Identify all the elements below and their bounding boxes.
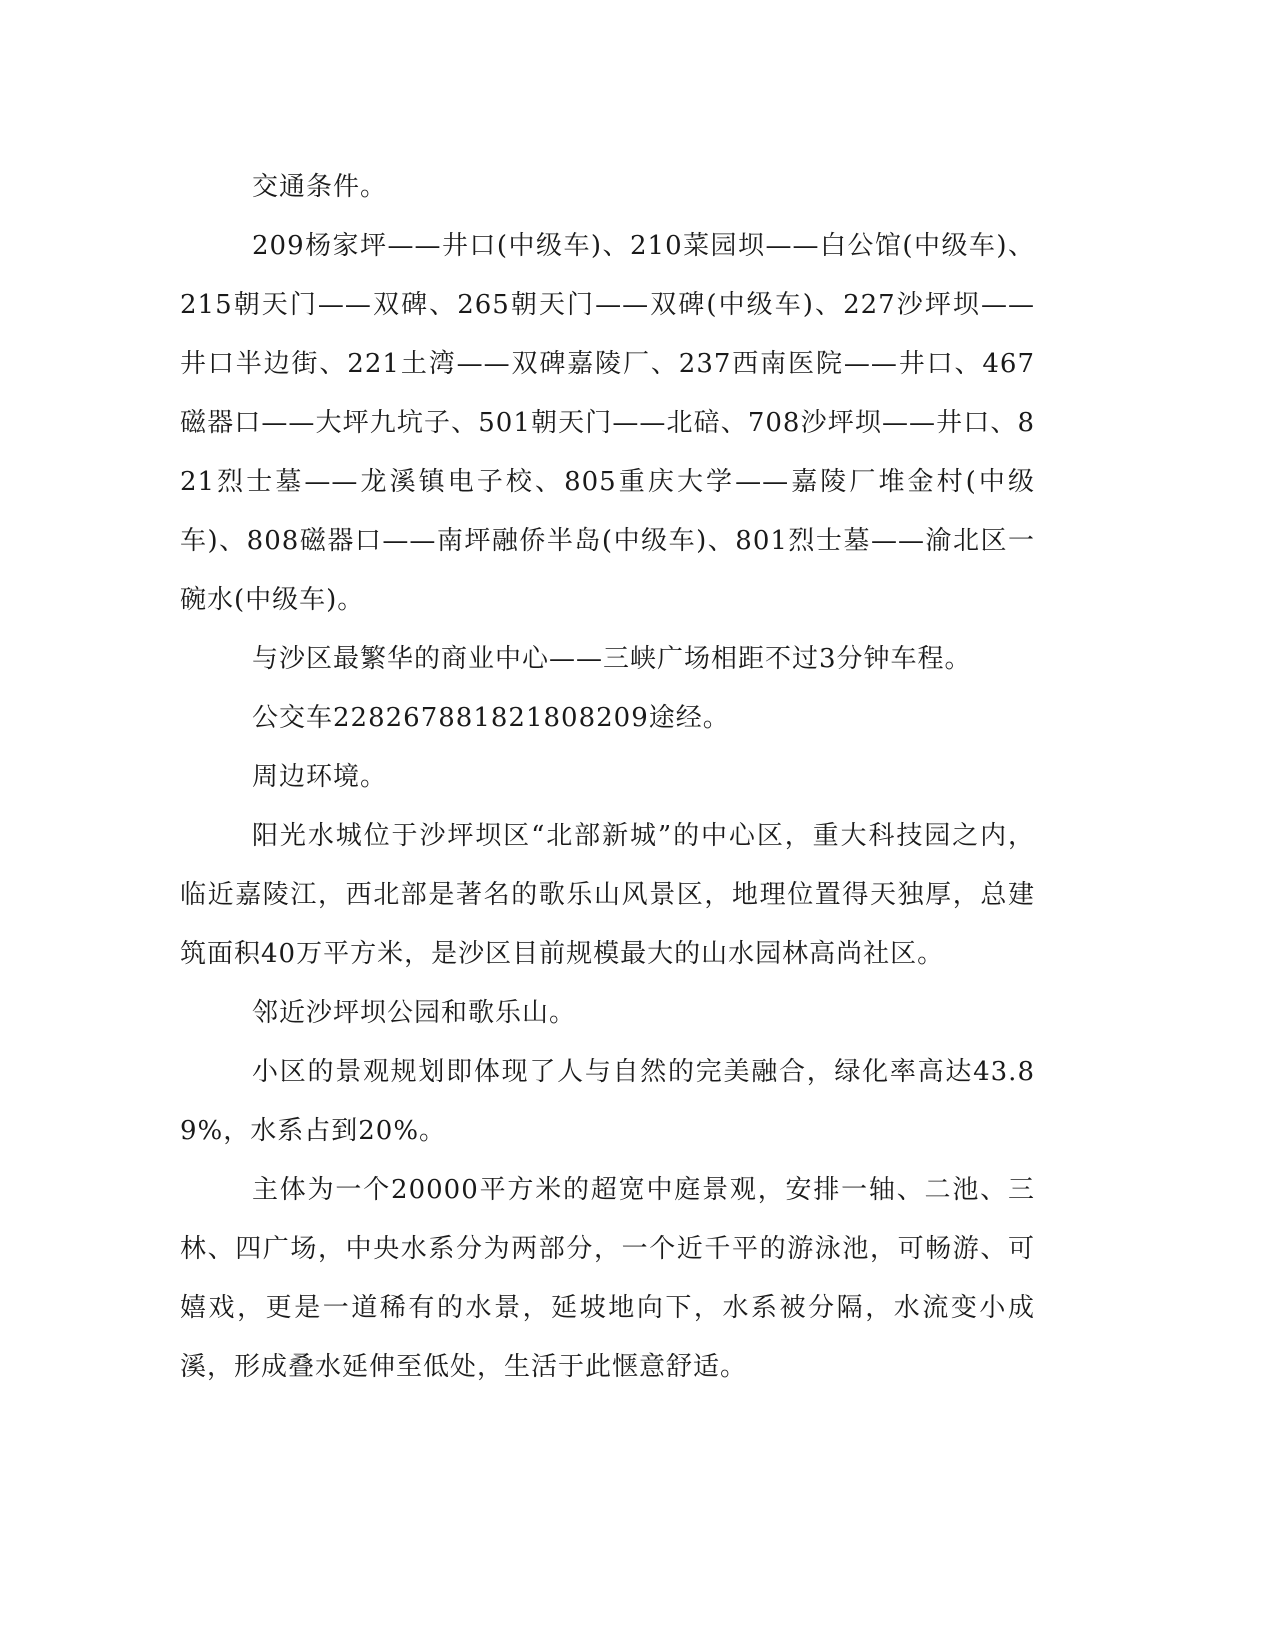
paragraph-bus-lines: 公交车228267881821808209途经。 (252, 703, 730, 733)
document-body (180, 158, 1035, 1397)
paragraph-traffic-heading: 交通条件。 (252, 172, 388, 202)
paragraph-location: 阳光水城位于沙坪坝区“北部新城”的中心区，重大科技园之内，临近嘉陵江，西北部是著名的歌乐山风景区，地理位置得天独厚，总建筑面积40万平方米，是沙区目前规模最大的山水园林高尚社区。 (180, 821, 1035, 969)
paragraph-nearby: 邻近沙坪坝公园和歌乐山。 (252, 998, 577, 1028)
paragraph-environment-heading: 周边环境。 (252, 762, 388, 792)
paragraph-bus-routes: 209杨家坪——井口(中级车)、210菜园坝——白公馆(中级车)、215朝天门——双碑、265朝天门——双碑(中级车)、227沙坪坝——井口半边街、221土湾——双碑嘉陵厂、237西南医院——井口、467磁器口——大坪九坑子、501朝天门——北碚、708沙坪坝——井口、821烈士墓——龙溪镇电子校、805重庆大学——嘉陵厂堆金村(中级车)、808磁器口——南坪融侨半岛(中级车)、801烈士墓——渝北区一碗水(中级车)。 (180, 231, 1035, 615)
paragraph-landscape: 小区的景观规划即体现了人与自然的完美融合，绿化率高达43.89%，水系占到20%。 (180, 1057, 1035, 1146)
paragraph-courtyard: 主体为一个20000平方米的超宽中庭景观，安排一轴、二池、三林、四广场，中央水系分为两部分，一个近千平的游泳池，可畅游、可嬉戏，更是一道稀有的水景，延坡地向下，水系被分隔，水流变小成溪，形成叠水延伸至低处，生活于此惬意舒适。 (180, 1175, 1035, 1382)
paragraph-commercial-center: 与沙区最繁华的商业中心——三峡广场相距不过3分钟车程。 (252, 644, 972, 674)
